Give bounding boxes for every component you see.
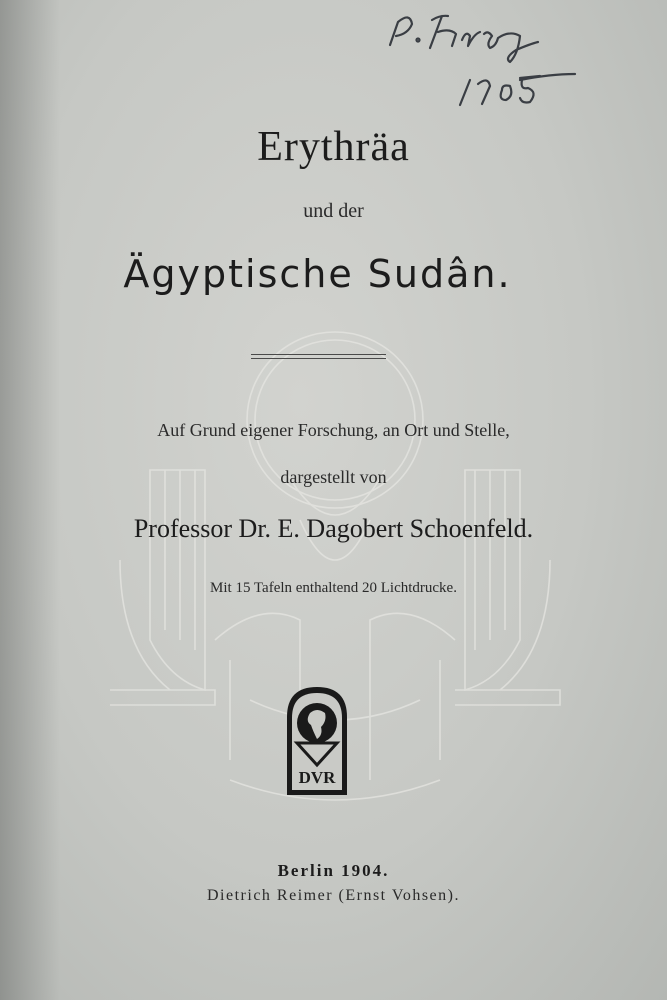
plates-note: Mit 15 Tafeln enthaltend 20 Lichtdrucke.	[210, 580, 457, 596]
author-name: Professor Dr. E. Dagobert Schoenfeld.	[133, 514, 534, 543]
book-subtitle: Ägyptische Sudân.	[123, 252, 512, 296]
decorative-rule	[251, 354, 386, 359]
imprint-city-year: Berlin 1904.	[277, 861, 390, 880]
title-connector: und der	[303, 200, 364, 222]
emblem-monogram: DVR	[298, 768, 336, 787]
handwritten-signature	[370, 0, 600, 120]
research-basis-line: Auf Grund eigener Forschung, an Ort und Stelle,	[157, 420, 510, 440]
book-title: Erythräa	[257, 124, 410, 170]
imprint-publisher: Dietrich Reimer (Ernst Vohsen).	[207, 887, 460, 904]
presented-by-line: dargestellt von	[280, 467, 387, 487]
publisher-emblem	[283, 685, 351, 795]
